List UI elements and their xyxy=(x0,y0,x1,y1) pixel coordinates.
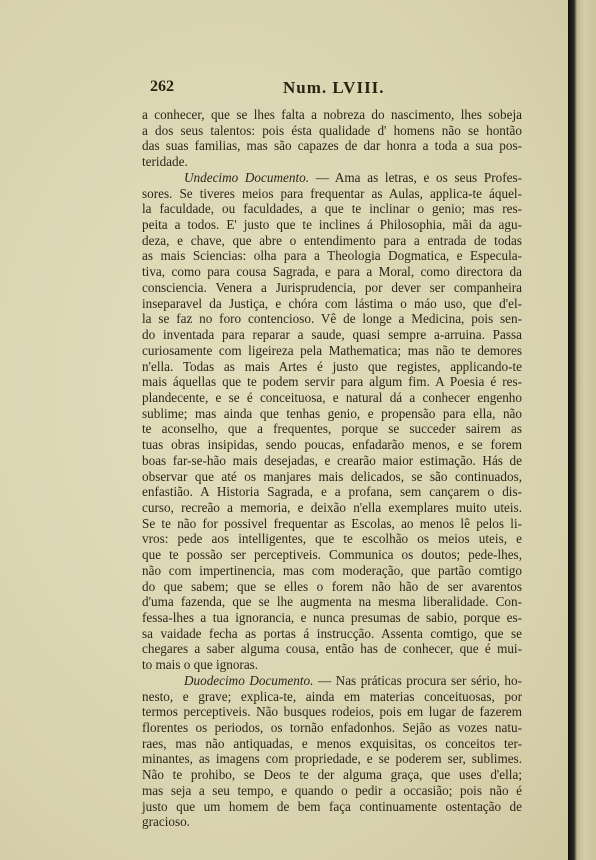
text-line: Duodecimo Documento. — Nas práticas procura ser sério, ho- xyxy=(184,672,522,688)
text-line: justo que um homem de bem faça continuamente ostentação de xyxy=(142,798,522,814)
text-line: enfastião. A Historia Sagrada, e a profana, sem cançarem o dis- xyxy=(142,484,522,500)
text-line: peita a todos. E' justo que te inclines á Philosophia, mãi da agu- xyxy=(142,217,522,233)
text-line: d'uma fazenda, que se lhe augmenta na mesma liberalidade. Con- xyxy=(142,594,522,610)
text-line: consciencia. Venera a Jurisprudencia, por dever ser companheira xyxy=(142,279,522,295)
text-line: la se faz no foro contencioso. Vê de longe a Medicina, pois sen- xyxy=(142,311,522,327)
text-line: vros: pede aos intelligentes, que te escolhão os meios uteis, e xyxy=(142,531,522,547)
text-line: tiva, como para cousa Sagrada, e para a Moral, como directora da xyxy=(142,264,522,280)
text-line: Não te prohibo, se Deos te der alguma graça, que uses d'ella; xyxy=(142,767,522,783)
book-gutter-edge xyxy=(568,0,596,860)
text-line: mas seja a seu tempo, e quando o pedir a occasião; pois não é xyxy=(142,782,522,798)
text-line: fessa-lhes a tua ignorancia, e nunca presumas de sabio, porque es- xyxy=(142,610,522,625)
text-line: Undecimo Documento. — Ama as letras, e os seus Profes- xyxy=(184,169,522,185)
text-line: teridade. xyxy=(142,154,188,170)
text-line: nesto, e grave; explica-te, ainda em materias conceituosas, por xyxy=(142,688,522,704)
text-line: não com impertinencia, mas com moderação, que partão comtigo xyxy=(142,562,522,578)
text-line: as mais Sciencias: olha para a Theologia Dogmatica, e Especula- xyxy=(142,248,522,264)
issue-title: Num. LVIII. xyxy=(283,78,385,97)
text-line: n'ella. Todas as mais Artes é justo que registes, applicando-te xyxy=(142,358,522,374)
text-line: inseparavel da Justiça, e chóra com lástima o máo uso, que d'el- xyxy=(142,295,522,311)
section-heading: Undecimo Documento. xyxy=(184,169,309,185)
text-line: gracioso. xyxy=(142,814,190,830)
paragraph xyxy=(142,673,522,830)
text-line: deza, e chave, que abre o entendimento para a entrada de todas xyxy=(142,232,522,248)
text-line: sores. Se tiveres meios para frequentar as Aulas, applica-te áquel- xyxy=(142,185,522,201)
section-heading: Duodecimo Documento. xyxy=(184,672,314,688)
text-line: mais áquellas que te podem servir para algum fim. A Poesia é res- xyxy=(142,374,522,390)
text-line: boas far-se-hão mais desejadas, e crearão maior estimação. Hás de xyxy=(142,452,522,468)
text-line: raes, mas não antiquadas, e menos exquisitas, os conceitos ter- xyxy=(142,735,522,751)
text-line: tuas obras insipidas, sendo poucas, enfadarão menos, e se forem xyxy=(142,437,522,453)
paragraph xyxy=(142,170,522,673)
text-line: to mais o que ignoras. xyxy=(142,657,259,673)
page-number: 262 xyxy=(150,78,174,95)
page-header xyxy=(0,78,568,100)
text-line: la faculdade, ou faculdades, a que te inclinar o genio; mas res- xyxy=(142,201,522,217)
text-line: Se te não for possivel frequentar as Escolas, ao menos lê pelos li- xyxy=(142,515,522,531)
text-line: das suas familias, mas são capazes de dar honra a toda a sua pos- xyxy=(142,138,522,154)
text-line: florentes os periodos, os tornão enfadonhos. Sejão as vozes natu- xyxy=(142,720,522,736)
text-line: curiosamente com ligeireza pela Mathematica; mas não te demores xyxy=(142,342,522,358)
text-line: plandecente, e se é conceituosa, e natural dá a conhecer engenho xyxy=(142,389,522,405)
text-line: minantes, as imagens com propriedade, e se poderem ser, sublimes. xyxy=(142,751,522,767)
text-line: curso, recreão a memoria, e deixão n'ella exemplares muito uteis. xyxy=(142,499,522,515)
text-line: que te possão ser perceptiveis. Communica os doutos; pede-lhes, xyxy=(142,547,522,563)
text-line: do que sabem; que se elles o forem não hão de ser avarentos xyxy=(142,578,522,594)
text-line: termos perceptiveis. Não busques rodeios, pois em lugar de fazerem xyxy=(142,704,522,720)
text-line: chegares a saber alguma cousa, então has de conhecer, que é mui- xyxy=(142,641,522,657)
paragraph xyxy=(142,107,522,170)
text-line: sa vaidade fecha as portas á instrucção. Assenta comtigo, que se xyxy=(142,625,522,641)
text-line: te aconselho, que a frequentes, porque se succeder sairem as xyxy=(142,421,522,437)
text-line: observar que até os manjares mais delicados, se são continuados, xyxy=(142,468,522,484)
body-text xyxy=(142,107,522,830)
text-line: do inventada para reparar a saude, quasi sempre a-arruina. Passa xyxy=(142,327,522,343)
text-line: a dos seus talentos: pois ésta qualidade d' homens não se hontão xyxy=(142,122,522,138)
text-line: sublime; mas ainda que tenhas genio, e propensão para ella, não xyxy=(142,405,522,421)
text-line: a conhecer, que se lhes falta a nobreza do nascimento, lhes sobeja xyxy=(142,107,522,122)
